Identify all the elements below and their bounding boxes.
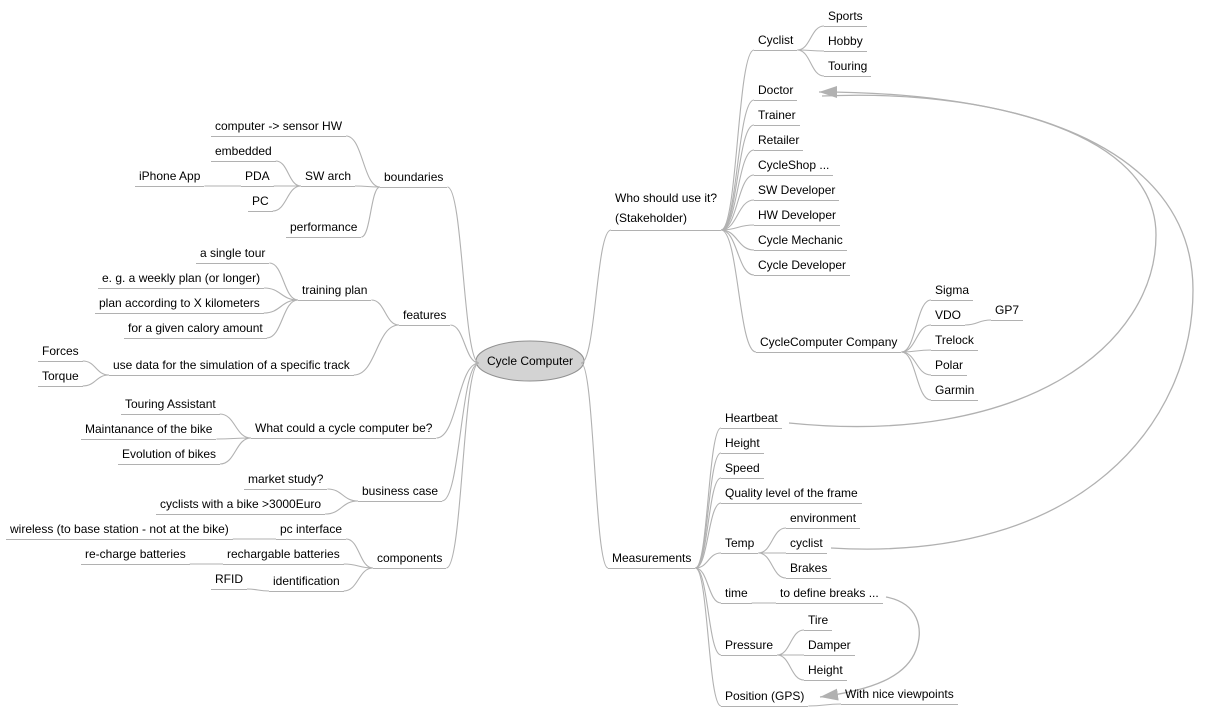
node-sports[interactable]: Sports [824,9,867,27]
edge-root-components [446,363,479,568]
edge-identification-rfid [247,589,269,591]
stakeholder-label-line2: (Stakeholder) [615,211,688,225]
node-iphone-app[interactable]: iPhone App [135,169,204,187]
edge-sw_arch-embedded [276,161,301,186]
node-cycleshop[interactable]: CycleShop ... [754,158,833,176]
edge-root-measurements [581,363,608,568]
node-pc[interactable]: PC [248,194,273,212]
edge-cyclist-touring [797,50,824,76]
node-computer-sensor-hw[interactable]: computer -> sensor HW [211,119,346,137]
node-height[interactable]: Height [721,436,764,454]
node-hobby[interactable]: Hobby [824,34,867,52]
node-wireless[interactable]: wireless (to base station - not at the bike) [6,522,233,540]
link-arrow-cyclist-doctor [822,95,1193,549]
node-business-case[interactable]: business case [358,484,442,502]
edge-stakeholder-company [721,230,756,352]
node-environment[interactable]: environment [786,511,860,529]
edge-pressure-height2 [777,655,804,680]
edge-root-boundaries [447,187,479,363]
node-features[interactable]: features [399,308,450,326]
node-trainer[interactable]: Trainer [754,108,800,126]
node-market-study[interactable]: market study? [244,472,327,490]
node-polar[interactable]: Polar [931,358,967,376]
edge-root-stakeholder [581,230,611,363]
node-plan-x-kilometers[interactable]: plan according to X kilometers [95,296,264,314]
node-weekly-plan[interactable]: e. g. a weekly plan (or longer) [98,271,264,289]
edge-measurements-speed [695,478,721,568]
node-cycle-developer[interactable]: Cycle Developer [754,258,850,276]
node-forces[interactable]: Forces [38,344,83,362]
node-cycle-mechanic[interactable]: Cycle Mechanic [754,233,847,251]
edge-features-training_plan [371,300,399,325]
node-a-single-tour[interactable]: a single tour [196,246,269,264]
edge-stakeholder-doctor [721,100,754,230]
node-garmin[interactable]: Garmin [931,383,978,401]
edge-company-garmin [901,352,931,400]
node-touring-assistant[interactable]: Touring Assistant [121,397,220,415]
node-maintanance-of-bike[interactable]: Maintanance of the bike [81,422,216,440]
node-temp-cyclist[interactable]: cyclist [786,536,827,554]
node-retailer[interactable]: Retailer [754,133,803,151]
node-gp7[interactable]: GP7 [991,303,1023,321]
node-evolution-of-bikes[interactable]: Evolution of bikes [118,447,220,465]
edge-training_plan-single_tour [269,263,298,300]
edge-measurements-position [695,568,721,706]
node-embedded[interactable]: embedded [211,144,276,162]
edge-temp-environment [758,528,786,553]
node-simulation-track[interactable]: use data for the simulation of a specific track [109,358,354,376]
edge-stakeholder-cycleshop [721,175,754,230]
edge-temp-brakes [758,553,786,578]
node-pressure-height[interactable]: Height [804,663,847,681]
edge-vdo-gp7 [965,320,991,325]
node-what-could-it-be[interactable]: What could a cycle computer be? [251,421,436,439]
edge-boundaries-performance [361,187,380,237]
edge-components-pc_interface [346,539,373,568]
node-sw-arch[interactable]: SW arch [301,169,355,187]
node-sw-developer[interactable]: SW Developer [754,183,839,201]
node-tire[interactable]: Tire [804,613,832,631]
edge-business_case-market_study [327,489,358,501]
node-components[interactable]: components [373,551,446,569]
node-performance[interactable]: performance [286,220,361,238]
edge-features-simulation [354,325,399,375]
node-doctor[interactable]: Doctor [754,83,797,101]
edge-components-rechargable [344,564,373,568]
edge-position-viewpoints [808,704,841,706]
node-torque[interactable]: Torque [38,369,83,387]
edge-what_could-touring_assistant [220,414,251,438]
edge-what_could-evolution [220,438,251,464]
node-pc-interface[interactable]: pc interface [276,522,346,540]
edge-simulation-forces [83,361,109,375]
node-rfid[interactable]: RFID [211,572,247,590]
node-temp[interactable]: Temp [721,536,758,554]
edge-company-polar [901,352,931,375]
node-position-gps[interactable]: Position (GPS) [721,689,808,707]
edge-cyclist-sports [797,26,824,50]
node-nice-viewpoints[interactable]: With nice viewpoints [841,687,958,705]
edge-measurements-heartbeat [695,428,721,568]
node-heartbeat[interactable]: Heartbeat [721,411,782,429]
edge-sw_arch-pc [273,186,301,211]
edge-simulation-torque [83,375,109,386]
edge-root-business_case [442,363,479,501]
node-boundaries[interactable]: boundaries [380,170,447,188]
node-training-plan[interactable]: training plan [298,283,371,301]
node-cyclist[interactable]: Cyclist [754,33,797,51]
node-quality-level-frame[interactable]: Quality level of the frame [721,486,862,504]
node-pda[interactable]: PDA [241,169,274,187]
node-brakes[interactable]: Brakes [786,561,831,579]
node-measurements[interactable]: Measurements [608,551,695,569]
node-hw-developer[interactable]: HW Developer [754,208,840,226]
node-speed[interactable]: Speed [721,461,764,479]
node-cyclecomputer-company[interactable]: CycleComputer Company [756,335,901,353]
node-who-should-use-it[interactable] [611,188,721,231]
node-identification[interactable]: identification [269,574,344,592]
node-cyclists-3000euro[interactable]: cyclists with a bike >3000Euro [156,497,325,515]
node-touring[interactable]: Touring [824,59,871,77]
node-rechargable-batteries[interactable]: rechargable batteries [223,547,344,565]
node-calory-amount[interactable]: for a given calory amount [124,321,267,339]
edge-stakeholder-cycle_developer [721,230,754,275]
edge-pressure-tire [777,630,804,655]
node-sigma[interactable]: Sigma [931,283,973,301]
node-time[interactable]: time [721,586,752,604]
edge-measurements-height1 [695,453,721,568]
edge-business_case-cyclists [325,501,358,514]
edge-components-identification [344,568,373,591]
node-damper[interactable]: Damper [804,638,855,656]
node-vdo[interactable]: VDO [931,308,965,326]
node-recharge-batteries[interactable]: re-charge batteries [81,547,190,565]
stakeholder-label-line1: Who should use it? [615,191,718,205]
edge-company-vdo [901,325,931,352]
root-node-label[interactable]: Cycle Computer [486,354,574,368]
node-pressure[interactable]: Pressure [721,638,777,656]
node-trelock[interactable]: Trelock [931,333,978,351]
node-define-breaks[interactable]: to define breaks ... [776,586,883,604]
